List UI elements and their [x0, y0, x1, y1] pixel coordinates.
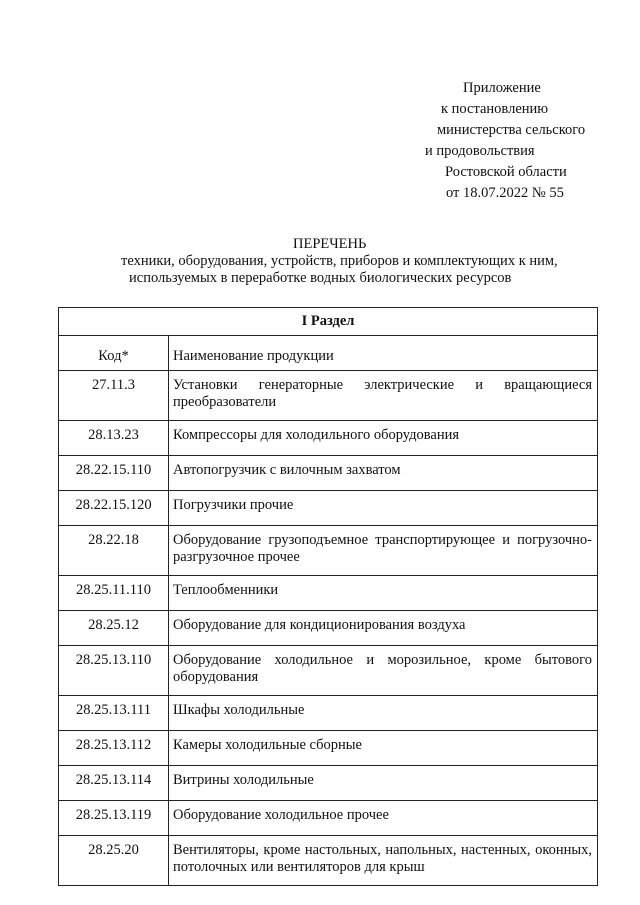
- appendix-line: и продовольствия: [425, 143, 535, 159]
- appendix-line: от 18.07.2022 № 55: [446, 185, 564, 201]
- table-row: [59, 646, 598, 696]
- appendix-line: Приложение: [463, 80, 541, 96]
- column-header-code: Код*: [59, 336, 169, 371]
- row-code: 28.22.15.120: [59, 491, 169, 526]
- row-code: 28.25.20: [59, 836, 169, 886]
- row-name: Погрузчики прочие: [169, 491, 598, 526]
- row-name: Шкафы холодильные: [169, 696, 598, 731]
- row-code: 27.11.3: [59, 371, 169, 421]
- column-header-name: Наименование продукции: [169, 336, 598, 371]
- row-code: 28.22.15.110: [59, 456, 169, 491]
- row-code: 28.25.13.112: [59, 731, 169, 766]
- table-row: [59, 526, 598, 576]
- row-name: Оборудование холодильное и морозильное, кроме бытового оборудования: [169, 646, 598, 696]
- row-code: 28.13.23: [59, 421, 169, 456]
- row-code: 28.25.13.110: [59, 646, 169, 696]
- row-name: Витрины холодильные: [169, 766, 598, 801]
- row-code: 28.22.18: [59, 526, 169, 576]
- row-name: Оборудование для кондиционирования воздуха: [169, 611, 598, 646]
- table-row: [59, 836, 598, 886]
- document-title: [0, 236, 640, 287]
- row-name: Компрессоры для холодильного оборудования: [169, 421, 598, 456]
- row-code: 28.25.13.114: [59, 766, 169, 801]
- table-row: [59, 421, 598, 456]
- table-row: [59, 611, 598, 646]
- row-code: 28.25.13.111: [59, 696, 169, 731]
- table-row: [59, 801, 598, 836]
- row-code: 28.25.11.110: [59, 576, 169, 611]
- row-code: 28.25.13.119: [59, 801, 169, 836]
- appendix-block: [420, 78, 610, 204]
- appendix-line: Ростовской области: [445, 164, 567, 180]
- section-header: I Раздел: [59, 308, 598, 336]
- table-row: [59, 766, 598, 801]
- title-line: используемых в переработке водных биологических ресурсов: [129, 270, 512, 286]
- appendix-line: к постановлению: [441, 101, 549, 117]
- title-heading: ПЕРЕЧЕНЬ: [293, 236, 367, 252]
- row-name: Установки генераторные электрические и вращающиеся преобразователи: [169, 371, 598, 421]
- products-table: [58, 307, 598, 886]
- title-line: техники, оборудования, устройств, приборов и комплектующих к ним,: [121, 253, 558, 269]
- row-name: Оборудование холодильное прочее: [169, 801, 598, 836]
- table-row: [59, 696, 598, 731]
- table-row: [59, 576, 598, 611]
- table-row: [59, 491, 598, 526]
- row-name: Камеры холодильные сборные: [169, 731, 598, 766]
- row-code: 28.25.12: [59, 611, 169, 646]
- row-name: Автопогрузчик с вилочным захватом: [169, 456, 598, 491]
- appendix-line: министерства сельского: [437, 122, 586, 138]
- row-name: Оборудование грузоподъемное транспортирующее и погрузочно-разгрузочное прочее: [169, 526, 598, 576]
- table-row: [59, 731, 598, 766]
- row-name: Вентиляторы, кроме настольных, напольных, настенных, оконных, потолочных или вентиляторов для крыш: [169, 836, 598, 886]
- table-row: [59, 371, 598, 421]
- row-name: Теплообменники: [169, 576, 598, 611]
- table-row: [59, 456, 598, 491]
